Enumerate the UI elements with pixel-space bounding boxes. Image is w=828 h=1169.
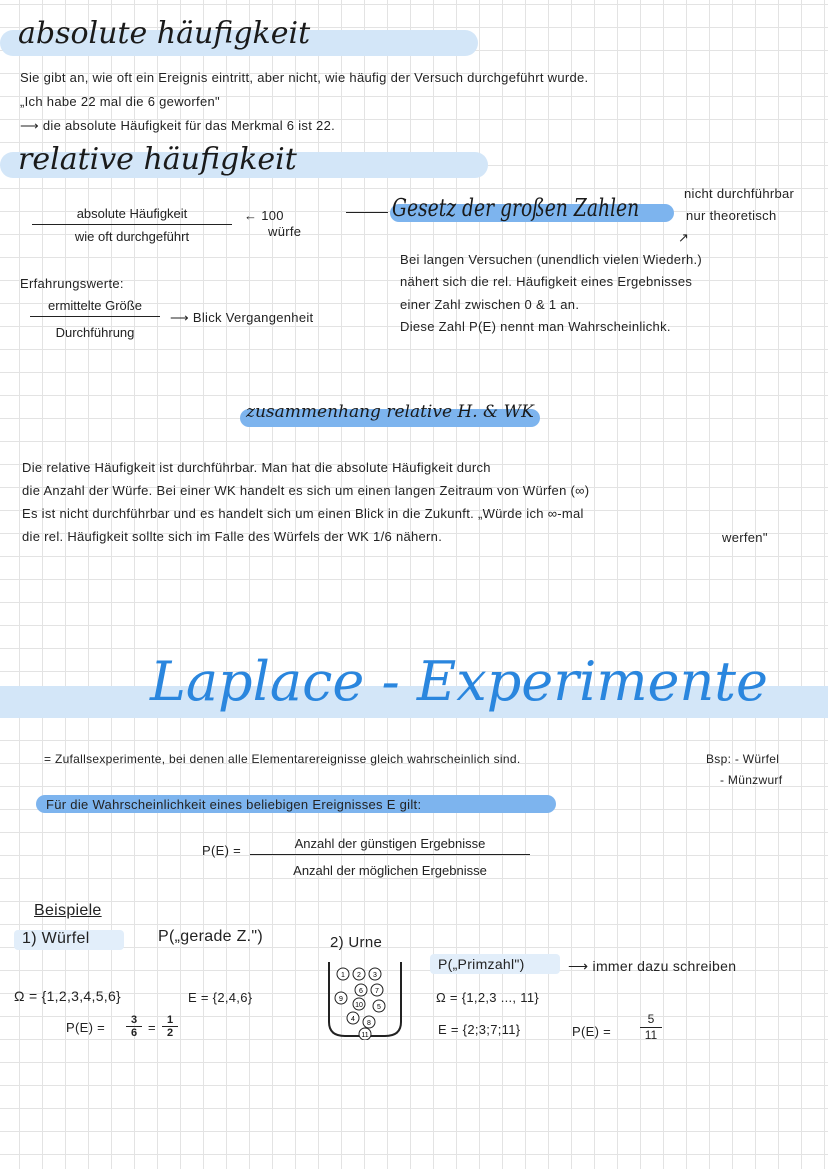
probability-fraction [126,1014,142,1039]
rule-text: Für die Wahrscheinlichkeit eines beliebigen Ereignisses E gilt: [46,797,422,812]
note: nur theoretisch [686,208,777,223]
text-line: Diese Zahl P(E) nennt man Wahrscheinlichk. [400,319,671,334]
heading-connection: zusammenhang relative H. & WK [246,402,534,422]
urn-ball-number: 11 [361,1032,369,1039]
arrow-line [346,212,388,213]
relative-frequency-fraction [32,206,232,244]
text-line: „Ich habe 22 mal die 6 geworfen" [20,94,220,109]
example-note: - Münzwurf [720,773,783,787]
example-2-event: P(„Primzahl") [438,956,525,972]
heading-relative: relative häufigkeit [18,142,297,177]
fraction-numerator: Anzahl der günstigen Ergebnisse [250,836,530,855]
urn-ball-number: 4 [351,1016,355,1023]
example-2-event-set: E = {2;3;7;11} [438,1022,521,1037]
text-line: die Anzahl der Würfe. Bei einer WK handelt es sich um einen langen Zeitraum von Würfen (∞) [22,483,590,498]
text-line: einer Zahl zwischen 0 & 1 an. [400,297,580,312]
urn-ball-number: 10 [355,1002,363,1009]
text-line: Die relative Häufigkeit ist durchführbar. Man hat die absolute Häufigkeit durch [22,460,491,475]
urn-ball-number: 9 [339,996,343,1003]
example-2-omega: Ω = {1,2,3 ..., 11} [436,990,539,1005]
numerator: 3 [126,1014,142,1027]
example-1-event-set: E = {2,4,6} [188,990,253,1005]
fraction-numerator: absolute Häufigkeit [32,206,232,225]
note: ⟶ Blick Vergangenheit [170,310,314,325]
experience-fraction [30,298,160,340]
example-note: Bsp: - Würfel [706,752,780,766]
text-line: Bei langen Versuchen (unendlich vielen Wiederh.) [400,252,703,267]
fraction-denominator: Durchführung [55,325,135,340]
note: ⟶ immer dazu schreiben [568,958,737,974]
caret-arrow: ↗ [678,230,690,245]
note: nicht durchführbar [684,186,795,201]
urn-ball-number: 2 [357,972,361,979]
probability-lhs: P(E) = [572,1024,612,1039]
equals: = [148,1020,156,1035]
text-line: nähert sich die rel. Häufigkeit eines Ergebnisses [400,274,693,289]
note: ← 100 [244,208,284,223]
heading-laplace: Laplace - Experimente [150,650,768,713]
text-line: werfen" [722,530,768,545]
denominator: 11 [644,1028,658,1042]
urn-drawing [325,960,405,1040]
text-line: Sie gibt an, wie oft ein Ereignis eintritt, aber nicht, wie häufig der Versuch durchgeführt wurde. [20,70,589,85]
text-line: ⟶ die absolute Häufigkeit für das Merkmal 6 ist 22. [20,118,336,133]
urn-balls [335,968,385,1040]
denominator: 2 [166,1027,174,1039]
formula-lhs: P(E) = [202,843,242,858]
urn-ball-number: 3 [373,972,377,979]
example-2-label: 2) Urne [330,934,383,951]
definition: = Zufallsexperimente, bei denen alle Elementarereignisse gleich wahrscheinlich sind. [44,752,521,766]
probability-fraction [162,1014,178,1039]
examples-heading: Beispiele [34,902,102,919]
heading-absolute: absolute häufigkeit [18,16,311,51]
numerator: 5 [640,1012,662,1028]
example-1-event: P(„gerade Z.") [158,928,264,945]
laplace-formula [250,836,530,878]
law-title: Gesetz der großen Zahlen [392,194,640,222]
example-1-label: 1) Würfel [22,930,90,947]
urn-ball-number: 5 [377,1004,381,1011]
urn-ball-number: 7 [375,988,379,995]
urn-ball-number: 6 [359,988,363,995]
example-1-omega: Ω = {1,2,3,4,5,6} [14,988,122,1004]
label: Erfahrungswerte: [20,276,124,291]
numerator: 1 [162,1014,178,1027]
probability-lhs: P(E) = [66,1020,106,1035]
text-line: Es ist nicht durchführbar und es handelt sich um einen Blick in die Zukunft. „Würde ich ∞-mal [22,506,584,521]
fraction-denominator: Anzahl der möglichen Ergebnisse [293,863,487,878]
fraction-numerator: ermittelte Größe [30,298,160,317]
urn-ball-number: 8 [367,1020,371,1027]
urn-ball-number: 1 [341,972,345,979]
text-line: die rel. Häufigkeit sollte sich im Falle des Würfels der WK 1/6 nähern. [22,529,443,544]
fraction-denominator: wie oft durchgeführt [74,229,190,244]
probability-fraction [640,1012,662,1042]
denominator: 6 [130,1027,138,1039]
note: würfe [268,224,302,239]
